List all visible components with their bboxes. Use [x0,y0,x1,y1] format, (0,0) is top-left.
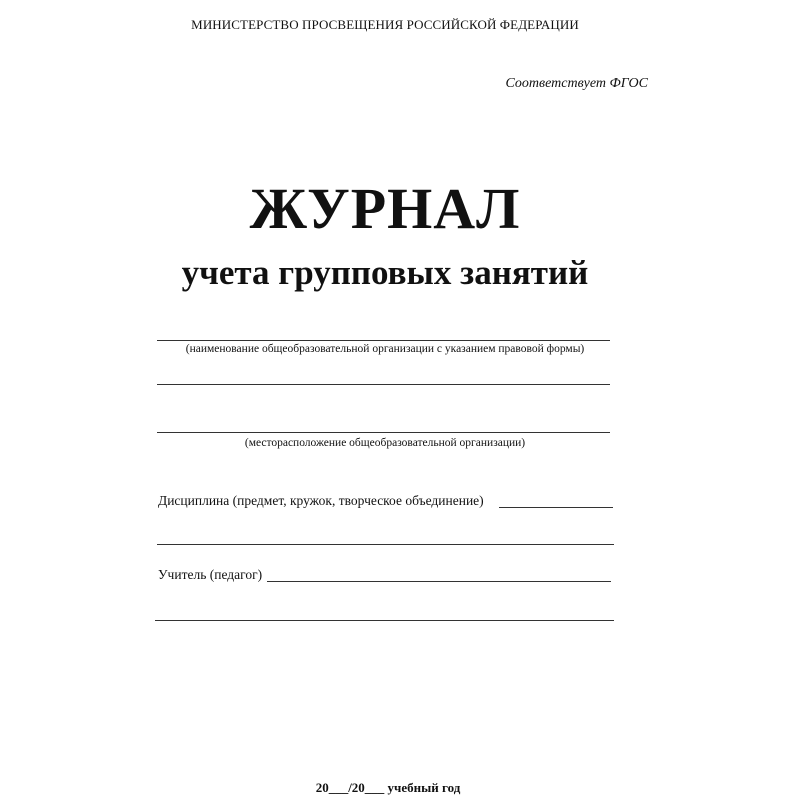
ministry-header: МИНИСТЕРСТВО ПРОСВЕЩЕНИЯ РОССИЙСКОЙ ФЕДЕРАЦИИ [191,17,579,32]
org-name-caption: (наименование общеобразовательной организации с указанием правовой формы) [185,343,585,355]
location-caption: (месторасположение общеобразовательной организации) [244,437,526,449]
fgos-note: Соответствует ФГОС [505,76,648,91]
org-name-line-2 [157,384,610,385]
teacher-label: Учитель (педагог) [158,567,263,582]
teacher-line-2 [155,620,614,621]
org-name-line [157,340,610,341]
discipline-line-2 [157,544,614,545]
discipline-label: Дисциплина (предмет, кружок, творческое объединение) [158,493,484,508]
journal-subtitle: учета групповых занятий [181,253,589,292]
journal-title: ЖУРНАЛ [249,176,521,241]
discipline-line [499,507,613,508]
academic-year: 20___/20___ учебный год [315,780,461,795]
teacher-line [267,581,611,582]
location-line [157,432,610,433]
